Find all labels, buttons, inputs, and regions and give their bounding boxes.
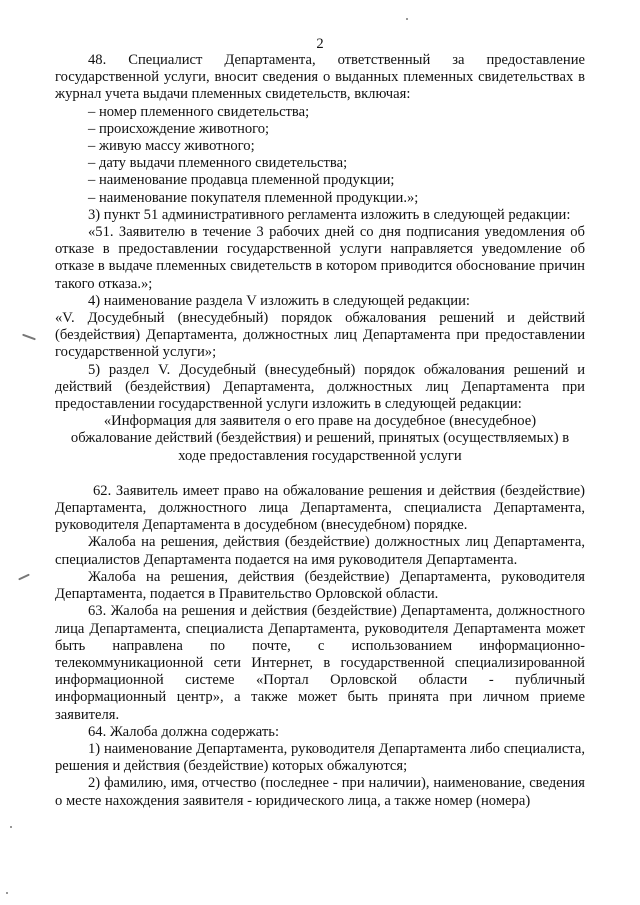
section-heading: «Информация для заявителя о его праве на досудебное (внесудебное) обжалование действий (бездействия) и решений, принятых (осуществляемых) в ходе предоставления государственной услуги xyxy=(70,413,570,464)
document-body xyxy=(55,52,585,810)
paragraph: «51. Заявителю в течение 3 рабочих дней со дня подписания уведомления об отказе в предоставлении государственной услуги направляется уведомление об отказе в выдаче племенных свидетельств в котором приводится обоснование причин такого отказа.»; xyxy=(55,224,585,292)
paragraph: 3) пункт 51 административного регламента изложить в следующей редакции: xyxy=(88,206,571,223)
paragraph: 5) раздел V. Досудебный (внесудебный) порядок обжалования решений и действий (бездействия) Департамента, должностных лиц Департамента при предоставлении государственной услуги изложить в следующей редакции: xyxy=(55,361,585,413)
paragraph: 63. Жалоба на решения и действия (бездействие) Департамента, должностного лица Департамента, специалиста Департамента, руководителя Департамента может быть направлена по почте, с использованием информационно-телекоммуникационной сети Интернет, в государственной специализированной информационной системе «Портал Орловской области - публичный информационный центр», а также может быть принята при личном приеме заявителя. xyxy=(55,603,585,723)
list-item: – наименование покупателя племенной продукции.»; xyxy=(88,189,419,206)
scan-mark xyxy=(22,334,36,341)
paragraph: 1) наименование Департамента, руководителя Департамента либо специалиста, решения и действия (бездействие) которых обжалуются; xyxy=(55,740,585,775)
paragraph: 62. Заявитель имеет право на обжалование решения и действия (бездействие) Департамента, должностного лица Департамента, специалиста Департамента, руководителя Департамента в досудебном (внесудебном) порядке. xyxy=(55,482,585,534)
paragraph-gap xyxy=(55,465,585,483)
scan-mark xyxy=(6,892,8,894)
list-item: – происхождение животного; xyxy=(88,120,270,137)
paragraph: Жалоба на решения, действия (бездействие) должностных лиц Департамента, специалистов Департамента подается на имя руководителя Департамента. xyxy=(55,534,585,568)
scan-mark xyxy=(10,826,12,828)
scan-mark xyxy=(406,18,408,20)
paragraph: 4) наименование раздела V изложить в следующей редакции: xyxy=(88,292,470,309)
page-number: 2 xyxy=(316,36,324,52)
paragraph: «V. Досудебный (внесудебный) порядок обжалования решений и действий (бездействия) Департамента, должностных лиц Департамента при предоставлении государственной услуги»; xyxy=(55,310,585,361)
paragraph: 64. Жалоба должна содержать: xyxy=(88,723,279,740)
paragraph: 48. Специалист Департамента, ответственный за предоставление государственной услуги, вносит сведения о выданных племенных свидетельствах в журнал учета выдачи племенных свидетельств, включая: xyxy=(55,52,585,103)
paragraph: 2) фамилию, имя, отчество (последнее - при наличии), наименование, сведения о месте нахождения заявителя - юридического лица, а также номер (номера) xyxy=(55,775,585,809)
list-item: – дату выдачи племенного свидетельства; xyxy=(88,155,348,172)
list-item: – наименование продавца племенной продукции; xyxy=(88,172,395,189)
list-item: – номер племенного свидетельства; xyxy=(88,103,310,120)
list-item: – живую массу животного; xyxy=(88,138,255,155)
scan-mark xyxy=(18,574,30,581)
paragraph: Жалоба на решения, действия (бездействие) Департамента, руководителя Департамента, подается в Правительство Орловской области. xyxy=(55,568,585,603)
